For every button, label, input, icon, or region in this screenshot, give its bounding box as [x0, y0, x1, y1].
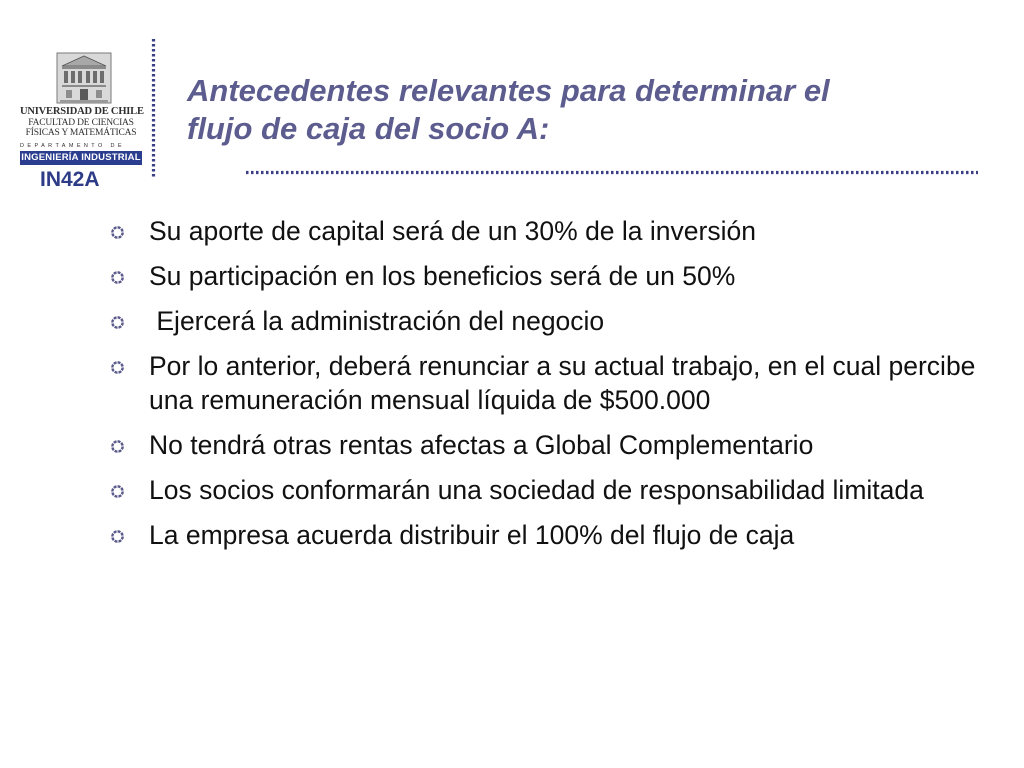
bullet-item — [110, 259, 990, 293]
bullet-text: La empresa acuerda distribuir el 100% del flujo de caja — [149, 520, 795, 550]
ring-bullet-icon — [110, 360, 125, 375]
ring-bullet-icon — [110, 439, 125, 454]
faculty-name-line1: FACULTAD DE CIENCIAS — [28, 118, 134, 128]
bullet-item — [110, 428, 990, 462]
slide-title-line2: flujo de caja del socio A: — [187, 111, 550, 146]
bullet-text: Su participación en los beneficios será de un 50% — [149, 261, 736, 291]
ring-bullet-icon — [110, 529, 125, 544]
bullet-text: Por lo anterior, deberá renunciar a su actual trabajo, en el cual percibe una remuneración mensual líquida de $500.000 — [149, 351, 983, 415]
faculty-name-line2: FÍSICAS Y MATEMÁTICAS — [25, 128, 137, 138]
bullet-text: No tendrá otras rentas afectas a Global Complementario — [149, 430, 814, 460]
bullet-item — [110, 349, 990, 417]
slide-title — [187, 72, 987, 148]
department-label: DEPARTAMENTO DE — [20, 143, 125, 149]
ring-bullet-icon — [110, 315, 125, 330]
bullet-item — [110, 518, 990, 552]
bullet-text: Ejercerá la administración del negocio — [149, 306, 605, 336]
vertical-dotted-divider — [151, 38, 156, 178]
bullet-item — [110, 473, 990, 507]
building-emblem-icon — [56, 52, 112, 104]
ring-bullet-icon — [110, 484, 125, 499]
bullet-text: Los socios conformarán una sociedad de responsabilidad limitada — [149, 475, 924, 505]
course-code: IN42A — [40, 168, 100, 191]
department-banner: INGENIERÍA INDUSTRIAL — [21, 152, 141, 163]
slide-title-line1: Antecedentes relevantes para determinar el — [187, 73, 830, 108]
bullet-item — [110, 304, 990, 338]
horizontal-dotted-divider — [246, 170, 978, 175]
ring-bullet-icon — [110, 270, 125, 285]
university-name: UNIVERSIDAD DE CHILE — [20, 106, 144, 117]
bullet-text: Su aporte de capital será de un 30% de la inversión — [149, 216, 756, 246]
bullet-item — [110, 214, 990, 248]
bullet-list — [110, 214, 990, 563]
ring-bullet-icon — [110, 225, 125, 240]
